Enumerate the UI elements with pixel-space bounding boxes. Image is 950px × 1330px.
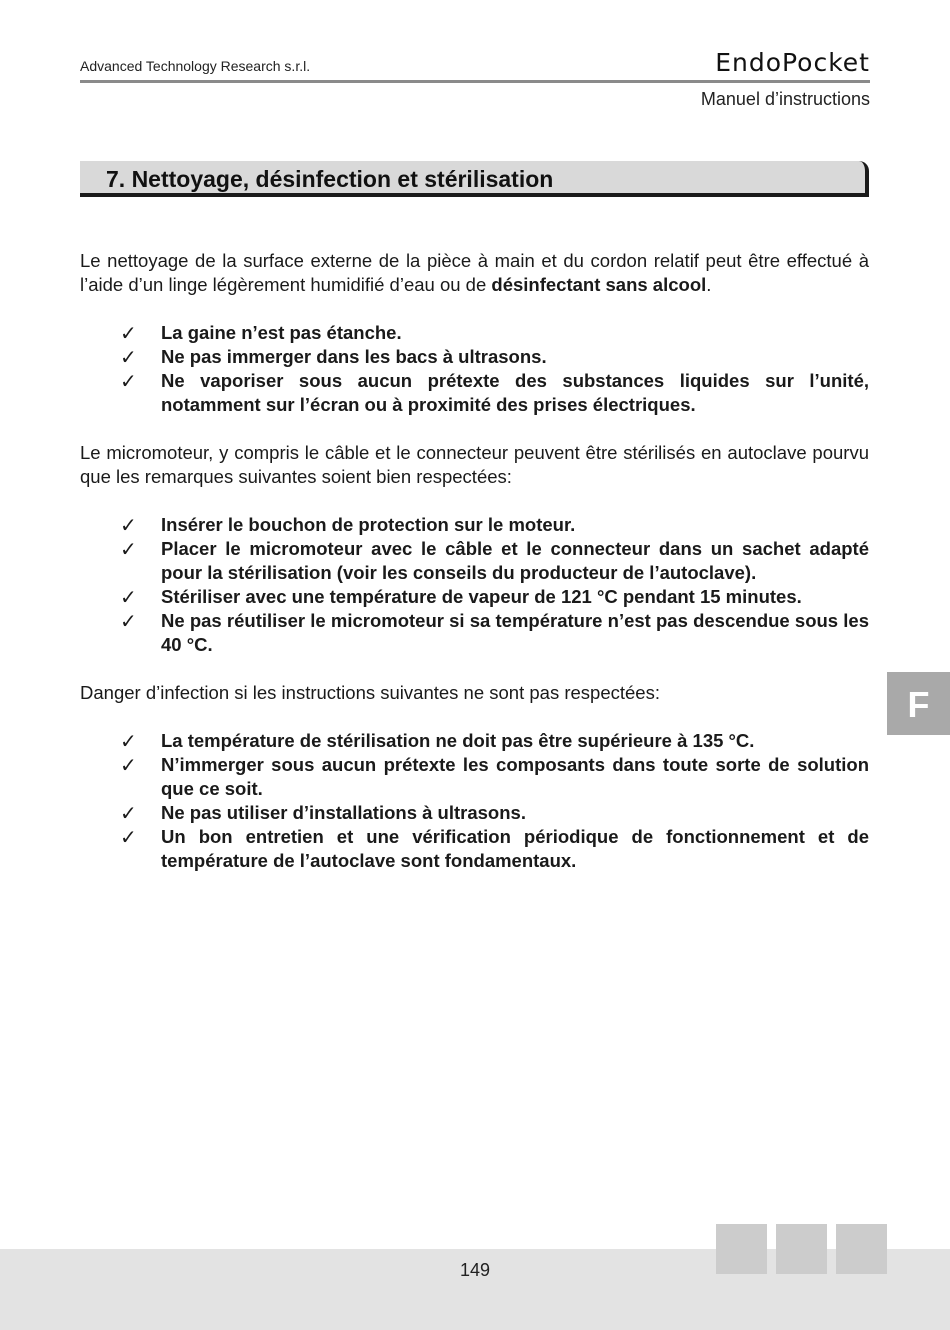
- list-item: [80, 585, 869, 609]
- intro-end: .: [706, 274, 712, 295]
- list-item-text: Un bon entretien et une vérification périodique de fonctionnement et de température de l’autoclave sont fondamentaux.: [161, 826, 869, 871]
- checkmark-icon: ✓: [120, 321, 137, 345]
- list-item: [80, 513, 869, 537]
- list-item-text: La gaine n’est pas étanche.: [161, 322, 402, 343]
- checkmark-icon: ✓: [120, 825, 137, 849]
- list-item: [80, 345, 869, 369]
- section-title-text: 7. Nettoyage, désinfection et stérilisation: [106, 166, 554, 192]
- checklist-cleaning: [80, 321, 869, 417]
- list-item: [80, 801, 869, 825]
- section-heading: [80, 161, 869, 197]
- checkmark-icon: ✓: [120, 537, 137, 561]
- checkmark-icon: ✓: [120, 753, 137, 777]
- company-name: Advanced Technology Research s.r.l.: [80, 58, 311, 74]
- list-item-text: Stériliser avec une température de vapeur de 121 °C pendant 15 minutes.: [161, 586, 802, 607]
- list-item-text: N’immerger sous aucun prétexte les composants dans toute sorte de solution que ce soit.: [161, 754, 869, 799]
- checklist-danger: [80, 729, 869, 873]
- list-item-text: Ne pas immerger dans les bacs à ultrasons.: [161, 346, 547, 367]
- list-item-text: Ne vaporiser sous aucun prétexte des substances liquides sur l’unité, notamment sur l’écran ou à proximité des prises électriques.: [161, 370, 869, 415]
- list-item-text: Ne pas réutiliser le micromoteur si sa température n’est pas descendue sous les 40 °C.: [161, 610, 869, 655]
- list-item-text: La température de stérilisation ne doit pas être supérieure à 135 °C.: [161, 730, 755, 751]
- checkmark-icon: ✓: [120, 729, 137, 753]
- page-content: [80, 249, 869, 897]
- danger-paragraph: Danger d’infection si les instructions suivantes ne sont pas respectées:: [80, 682, 660, 703]
- list-item: [80, 729, 869, 753]
- language-tab: F: [887, 672, 950, 735]
- list-item: [80, 609, 869, 657]
- intro-text: Le nettoyage de la surface externe de la pièce à main et du cordon relatif peut être effectué à l’aide d’un linge légèrement humidifié d’eau ou de: [80, 250, 869, 295]
- list-item: [80, 753, 869, 801]
- checkmark-icon: ✓: [120, 345, 137, 369]
- checkmark-icon: ✓: [120, 369, 137, 393]
- checkmark-icon: ✓: [120, 801, 137, 825]
- list-item-text: Insérer le bouchon de protection sur le moteur.: [161, 514, 576, 535]
- intro-paragraph: [80, 249, 869, 297]
- list-item: [80, 369, 869, 417]
- sterilization-paragraph: Le micromoteur, y compris le câble et le connecteur peuvent être stérilisés en autoclave pourvu que les remarques suivantes soient bien respectées:: [80, 442, 869, 487]
- manual-subtitle: Manuel d’instructions: [700, 89, 870, 109]
- list-item: [80, 825, 869, 873]
- list-item: [80, 537, 869, 585]
- checkmark-icon: ✓: [120, 585, 137, 609]
- list-item-text: Placer le micromoteur avec le câble et le connecteur dans un sachet adapté pour la stérilisation (voir les conseils du producteur de l’autoclave).: [161, 538, 869, 583]
- checkmark-icon: ✓: [120, 609, 137, 633]
- brand-logo: EndoPocket: [715, 48, 870, 77]
- list-item-text: Ne pas utiliser d’installations à ultrasons.: [161, 802, 526, 823]
- checkmark-icon: ✓: [120, 513, 137, 537]
- intro-bold-text: désinfectant sans alcool: [491, 274, 707, 295]
- header-divider: [80, 80, 870, 83]
- list-item: [80, 321, 869, 345]
- checklist-sterilization: [80, 513, 869, 657]
- page-number: 149: [459, 1260, 491, 1280]
